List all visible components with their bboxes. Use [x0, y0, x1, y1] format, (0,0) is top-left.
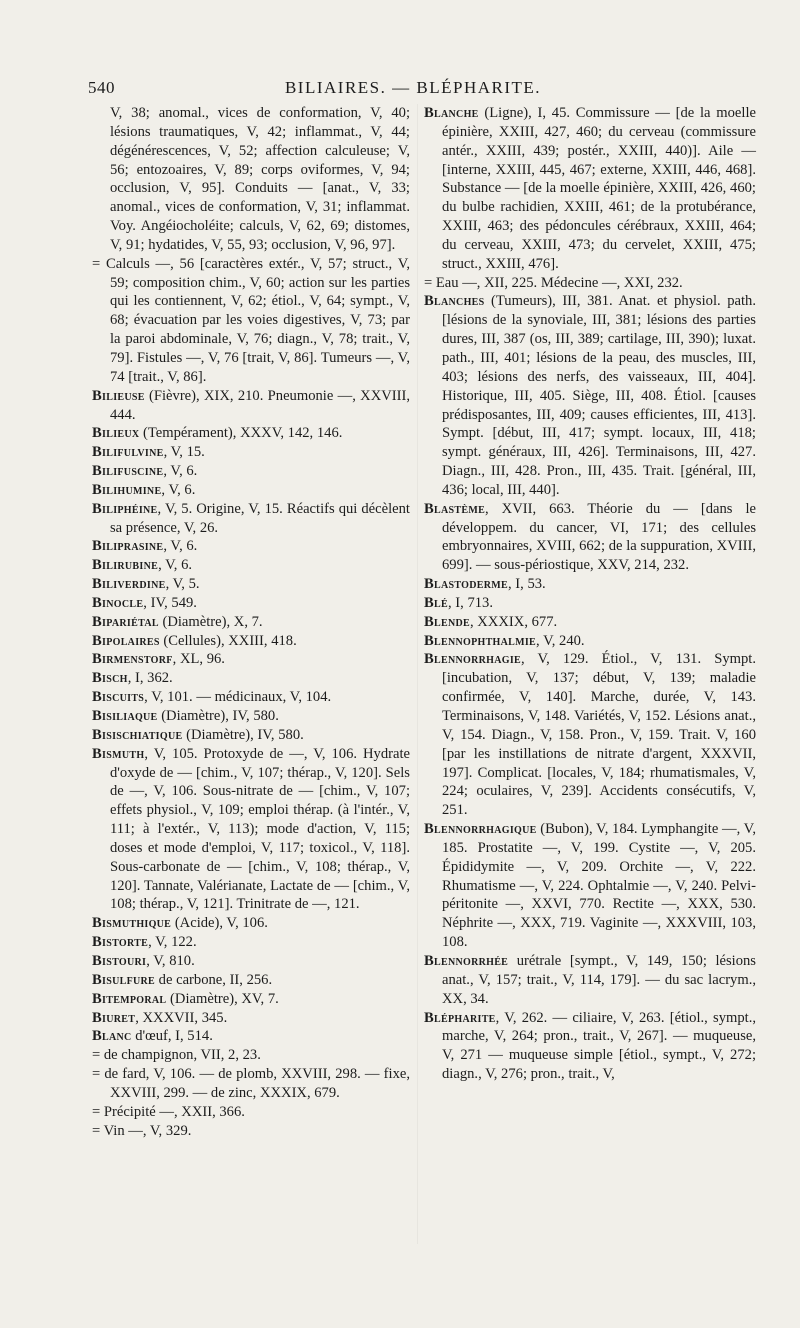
entry-text: , V, 5.: [165, 576, 200, 593]
entry-headword: Biliverdine: [92, 576, 166, 593]
entry-text: = Eau —, XII, 225. Médecine —, XXI, 232.: [424, 274, 683, 291]
index-entry: [424, 292, 756, 499]
index-entry: [92, 594, 410, 613]
entry-headword: Blennorrhagie: [424, 651, 521, 668]
entry-headword: Blanche: [424, 105, 479, 121]
index-entry: [92, 726, 410, 745]
entry-headword: Blépharite: [424, 1009, 496, 1026]
index-entry: [92, 104, 410, 255]
entry-text: , V, 15.: [163, 444, 205, 461]
entry-text: , IV, 549.: [143, 594, 197, 611]
index-entry: [424, 575, 756, 594]
index-entry: [92, 556, 410, 575]
entry-text: , V, 240.: [536, 632, 585, 649]
entry-headword: Bilirubine: [92, 557, 159, 574]
entry-text: , I, 362.: [127, 670, 173, 687]
entry-headword: Bilieux: [92, 425, 140, 442]
entry-text: , V, 129. Étiol., V, 131. Sympt. [incubation, V, 137; début, V, 139; maladie confirmée, V, 140]. Marche, durée, V, 143. Terminaisons, V, 148. Variétés, V, 152. Lésions anat., V, 154. Diagn., V, 158. Pron., V, 159. Trait. V, 160 [par les instillations de nitrate d'argent, XXXVII, 197]. Complicat. [locales, V, 184; rhumatismales, V, 224; oculaires, V, 239]. Accidents consécutifs, V, 251.: [442, 651, 756, 819]
entry-headword: Bilihumine: [92, 481, 162, 498]
entry-text: = de champignon, VII, 2, 23.: [92, 1047, 261, 1064]
entry-headword: Biuret: [92, 1009, 136, 1026]
entry-text: (Diamètre), IV, 580.: [182, 726, 304, 743]
index-entry: [424, 820, 756, 952]
index-entry: [92, 745, 410, 915]
entry-headword: Bisulfure: [92, 971, 156, 988]
entry-text: , XXXIX, 677.: [470, 613, 558, 630]
entry-headword: Blende: [424, 613, 470, 630]
entry-text: , XL, 96.: [172, 651, 225, 668]
page-number: 540: [88, 78, 115, 97]
entry-text: (Tempérament), XXXV, 142, 146.: [139, 425, 343, 442]
index-entry: [92, 481, 410, 500]
entry-text: = Calculs —, 56 [caractères extér., V, 57; struct., V, 59; composition chim., V, 60; action sur les parties qui les contiennent, V, 62; étiol., V, 64; sympt., V, 68; évacuation par les voies digestives, V, 73; par la paroi abdominale, V, 76; diagn., V, 78; trait., V, 79]. Fistules —, V, 76 [trait, V, 86]. Tumeurs —, V, 74 [trait., V, 86].: [92, 255, 410, 385]
entry-headword: Bismuth: [92, 745, 145, 762]
entry-text: d'œuf, I, 514.: [131, 1028, 213, 1045]
index-entry: [424, 650, 756, 820]
right-column: [424, 104, 756, 1084]
entry-headword: Blennorrhagique: [424, 821, 537, 838]
entry-headword: Blanc: [92, 1028, 132, 1045]
entry-headword: Bitemporal: [92, 990, 167, 1007]
entry-headword: Biliphéine: [92, 500, 158, 517]
entry-headword: Blanches: [424, 293, 485, 310]
entry-text: , V, 5. Origine, V, 15. Réactifs qui décèlent sa présence, V, 26.: [110, 500, 410, 536]
index-entry: [424, 613, 756, 632]
index-entry: [92, 1065, 410, 1103]
entry-headword: Bistouri: [92, 952, 147, 969]
entry-headword: Bismuthique: [92, 915, 172, 932]
entry-headword: Blastème: [424, 500, 486, 517]
entry-text: V, 38; anomal., vices de conformation, V, 40; lésions traumatiques, V, 42; inflammat., V, 44; dégénérescences, V, 52; affection calculeuse; V, 56; entozoaires, V, 89; corps oviformes, V, 94; occlusion, V, 95]. Conduits — [anat., V, 33; anomal., vices de conformation, V, 31; inflammat. Voy. Angéiocholéite; calculs, V, 62, 69; distomes, V, 91; hydatides, V, 55, 93; occlusion, V, 96, 97].: [110, 105, 410, 253]
entry-text: , XXXVII, 345.: [135, 1009, 228, 1026]
index-entry: [92, 669, 410, 688]
entry-headword: Blé: [424, 594, 448, 611]
index-entry: [92, 1122, 410, 1141]
index-entry: [92, 971, 410, 990]
entry-headword: Bilieuse: [92, 387, 145, 404]
index-entry: [424, 632, 756, 651]
entry-headword: Binocle: [92, 594, 144, 611]
entry-text: (Ligne), I, 45. Commissure — [de la moelle épinière, XXIII, 427, 460; du cerveau (commissure antér., XXIII, 439; postér., XXIII, 440)]. Aile — [interne, XXIII, 445, 467; externe, XXIII, 446, 468]. Substance — [de la moelle épinière, XXIII, 426, 460; du bulbe rachidien, XXIII, 461; de la protubérance, XXIII, 463; des pédoncules cérébraux, XXIII, 464; du cerveau, XXIII, 473; du cervelet, XXIII, 475; struct., XXIII, 476].: [442, 105, 756, 272]
entry-text: , V, 6.: [163, 463, 198, 480]
column-gutter: [417, 104, 418, 1244]
entry-text: , V, 105. Protoxyde de —, V, 106. Hydrate d'oxyde de — [chim., V, 107; thérap., V, 120]. Sels de —, V, 106. Sous-nitrate de — [chim., V, 107; effets physiol., V, 109; emploi thérap. (à l'intér., V, 111; à l'extér., V, 113); mode d'action, V, 115; doses et mode d'emploi, V, 117; toxicol., V, 118]. Sous-carbonate de — [chim., V, 108; thérap., V, 120]. Tannate, Valérianate, Lactate de — [chim., V, 108; thérap., V, 121]. Trinitrate de —, 121.: [110, 745, 410, 913]
entry-text: , I, 53.: [507, 576, 546, 593]
index-entry: [92, 688, 410, 707]
entry-text: , V, 6.: [158, 557, 193, 574]
index-entry: [424, 1009, 756, 1084]
entry-headword: Birmenstorf: [92, 651, 173, 668]
left-column: [92, 104, 410, 1140]
entry-text: , I, 713.: [447, 594, 493, 611]
entry-headword: Blennorrhée: [424, 952, 509, 969]
index-entry: [92, 914, 410, 933]
index-entry: [92, 1027, 410, 1046]
index-entry: [424, 500, 756, 575]
entry-text: = Vin —, V, 329.: [92, 1122, 192, 1139]
entry-headword: Blastoderme: [424, 576, 508, 593]
entry-text: (Tumeurs), III, 381. Anat. et physiol. path. [lésions de la synoviale, III, 381; lésions des parties dures, III, 387 (os, III, 389; cartilage, III, 390); luxat. path., III, 401; lésions de la peau, des muscles, III, 403; lésions des nerfs, des vaisseaux, III, 404]. Historique, III, 405. Siège, III, 408. Étiol. [causes prédisposantes, III, 409; causes efficientes, III, 413]. Sympt. [début, III, 417; sympt. locaux, III, 418; sympt. généraux, III, 426]. Terminaisons, III, 427. Diagn., III, 428. Pron., III, 435. Trait. [général, III, 436; local, III, 440].: [442, 293, 756, 498]
entry-headword: Bipolaires: [92, 632, 160, 649]
entry-headword: Bisischiatique: [92, 726, 183, 743]
entry-text: , V, 101. — médicinaux, V, 104.: [144, 689, 332, 706]
index-entry: [424, 594, 756, 613]
entry-text: urétrale [sympt., V, 149, 150; lésions anat., V, 157; trait., V, 114, 179]. — du sac lacrym., XX, 34.: [442, 952, 756, 1007]
entry-text: , V, 6.: [163, 538, 198, 555]
index-entry: [92, 424, 410, 443]
index-entry: [92, 707, 410, 726]
index-entry: [92, 1046, 410, 1065]
index-entry: [92, 1009, 410, 1028]
entry-headword: Bisch: [92, 670, 128, 687]
page-header: [88, 78, 738, 100]
entry-text: , V, 122.: [148, 934, 197, 951]
index-entry: [424, 274, 756, 293]
index-entry: [92, 255, 410, 387]
entry-headword: Bisiliaque: [92, 708, 158, 724]
entry-text: (Diamètre), XV, 7.: [166, 990, 279, 1007]
index-entry: [92, 933, 410, 952]
index-entry: [92, 443, 410, 462]
index-entry: [424, 104, 756, 274]
entry-text: (Acide), V, 106.: [171, 915, 268, 932]
index-entry: [92, 500, 410, 538]
entry-text: = Précipité —, XXII, 366.: [92, 1103, 245, 1120]
entry-text: (Diamètre), X, 7.: [158, 613, 263, 630]
entry-headword: Bilifuscine: [92, 463, 164, 480]
entry-headword: Bistorte: [92, 934, 149, 951]
entry-headword: Biliprasine: [92, 538, 164, 555]
entry-text: (Cellules), XXIII, 418.: [159, 632, 297, 649]
entry-text: (Diamètre), IV, 580.: [157, 708, 279, 724]
index-entry: [92, 537, 410, 556]
index-entry: [92, 462, 410, 481]
index-entry: [92, 952, 410, 971]
entry-headword: Biscuits: [92, 689, 145, 706]
index-entry: [92, 650, 410, 669]
entry-text: = de fard, V, 106. — de plomb, XXVIII, 298. — fixe, XXVIII, 299. — de zinc, XXXIX, 679.: [92, 1066, 410, 1101]
entry-text: , XVII, 663. Théorie du — [dans le développem. du cancer, VI, 171; des cellules embryonnaires, XVIII, 662; de la suppuration, XVIII, 699]. — sous-périostique, XXV, 214, 232.: [442, 500, 756, 574]
entry-headword: Bilifulvine: [92, 444, 164, 461]
index-entry: [92, 990, 410, 1009]
entry-text: (Bubon), V, 184. Lymphangite —, V, 185. Prostatite —, V, 199. Cystite —, V, 205. Épididymite —, V, 209. Orchite —, V, 222. Rhumatisme —, V, 224. Ophtalmie —, V, 240. Pelvi-péritonite —, XXVI, 770. Rectite —, XXX, 530. Néphrite —, XXX, 719. Vaginite —, XXXVIII, 103, 108.: [442, 821, 756, 951]
entry-text: de carbone, II, 256.: [155, 971, 273, 988]
entry-text: , V, 262. — ciliaire, V, 263. [étiol., sympt., marche, V, 264; pron., trait., V, 267]. — muqueuse, V, 271 — muqueuse simple [étiol., sympt., V, 272; diagn., V, 276; pron., trait., V,: [442, 1009, 756, 1083]
index-entry: [424, 952, 756, 1009]
page-title: BILIAIRES. — BLÉPHARITE.: [284, 78, 542, 97]
entry-text: , V, 6.: [161, 481, 196, 498]
entry-headword: Bipariétal: [92, 613, 159, 630]
index-entry: [92, 613, 410, 632]
index-entry: [92, 575, 410, 594]
entry-text: , V, 810.: [146, 952, 195, 969]
index-entry: [92, 1103, 410, 1122]
entry-headword: Blennophthalmie: [424, 632, 537, 649]
index-entry: [92, 387, 410, 425]
index-entry: [92, 632, 410, 651]
entry-text: (Fièvre), XIX, 210. Pneumonie —, XXVIII, 444.: [110, 387, 410, 423]
